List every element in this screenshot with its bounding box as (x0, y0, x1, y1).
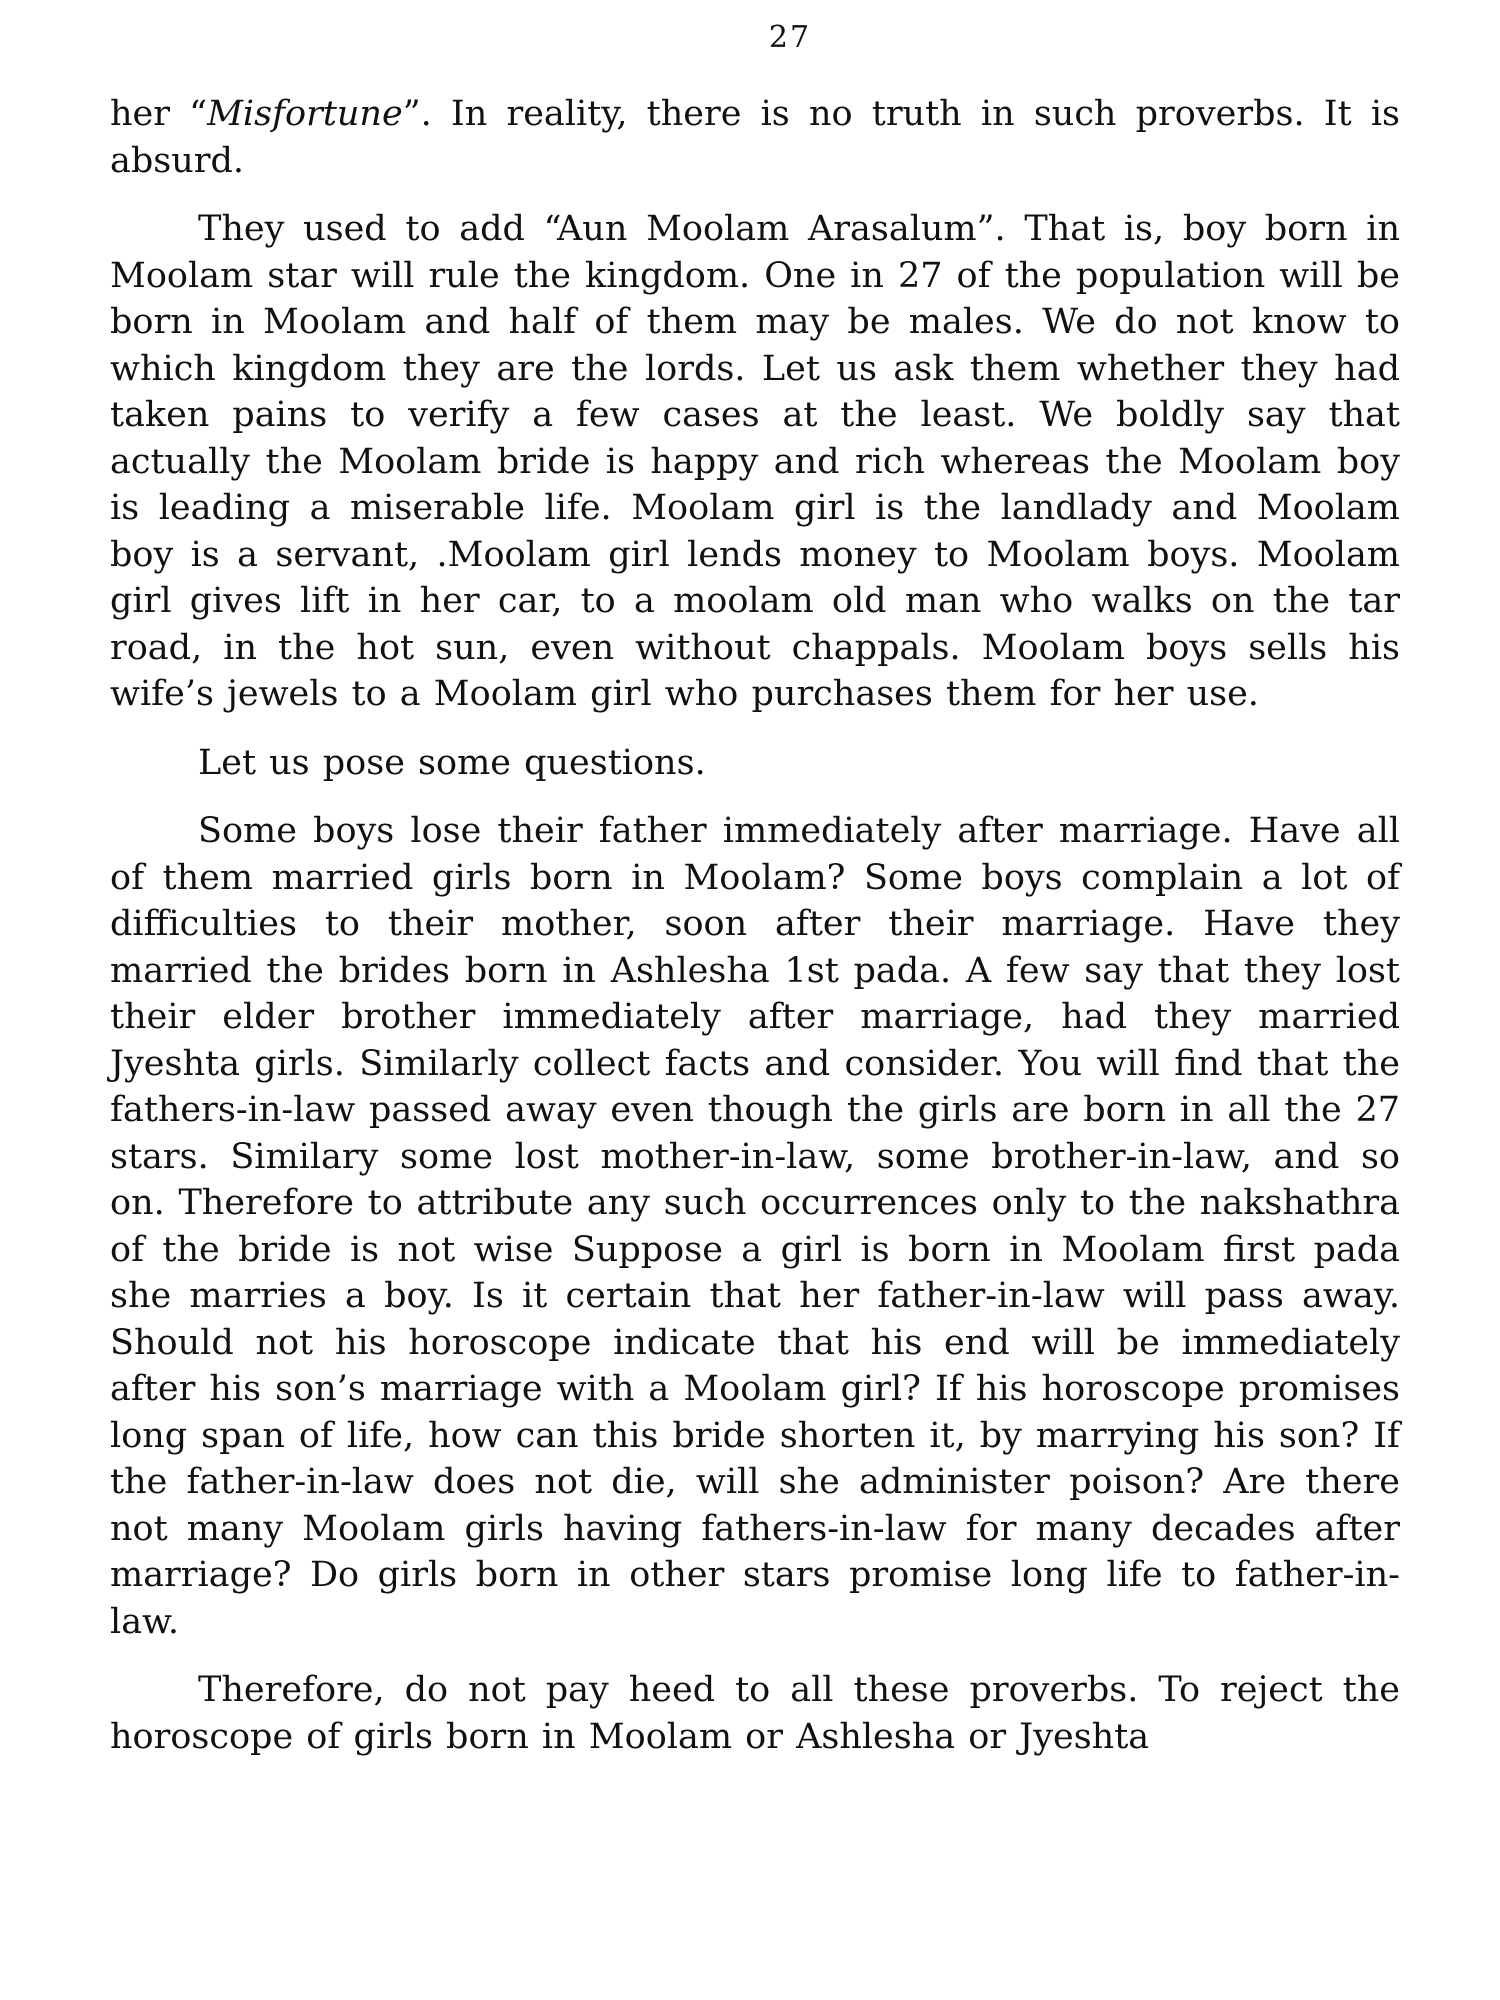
paragraph-3: Let us pose some questions. (198, 742, 706, 783)
document-page (110, 20, 1400, 1782)
paragraph-1 (110, 91, 1400, 184)
paragraph-5: Therefore, do not pay heed to all these proverbs. To reject the horoscope of girls born in Moolam or Ashlesha or Jyeshta (110, 1670, 1400, 1757)
paragraph-1-lead: her “ (110, 94, 208, 134)
page-number: 27 (768, 20, 812, 55)
paragraph-4: Some boys lose their father immediately after marriage. Have all of them married girls born in Moolam? Some boys complain a lot of difficulties to their mother, soon after their marriage. Have they married the brides born in Ashlesha 1st pada. A few say that they lost their elder brother immediately after marriage, had they married Jyeshta girls. Similarly collect facts and consider. You will find that the fathers-in-law passed away even though the girls are born in all the 27 stars. Similary some lost mother-in-law, some brother-in-law, and so on. Therefore to attribute any such occurrences only to the nakshathra of the bride is not wise Suppose a girl is born in Moolam first pada she marries a boy. Is it certain that her father-in-law will pass away. Should not his horoscope indicate that his end will be immediately after his son’s marriage with a Moolam girl? If his horoscope promises long span of life, how can this bride shorten it, by marrying his son? If the father-in-law does not die, will she administer poison? Are there not many Moolam girls having fathers-in-law for many decades after marriage? Do girls born in other stars promise long life to father-in-law. (110, 811, 1400, 1642)
paragraph-2: They used to add “Aun Moolam Arasalum”. That is, boy born in Moolam star will rule the kingdom. One in 27 of the population will be born in Moolam and half of them may be males. We do not know to which kingdom they are the lords. Let us ask them whether they had taken pains to verify a few cases at the least. We boldly say that actually the Moolam bride is happy and rich whereas the Moolam boy is leading a miserable life. Moolam girl is the landlady and Moolam boy is a servant, .Moolam girl lends money to Moolam boys. Moolam girl gives lift in her car, to a moolam old man who walks on the tar road, in the hot sun, even without chappals. Moolam boys sells his wife’s jewels to a Moolam girl who purchases them for her use. (110, 209, 1400, 714)
paragraph-1-text: ”. In reality, there is no truth in such proverbs. It is absurd. (110, 94, 1400, 181)
paragraph-1-emphasis: Misfortune (207, 94, 403, 134)
